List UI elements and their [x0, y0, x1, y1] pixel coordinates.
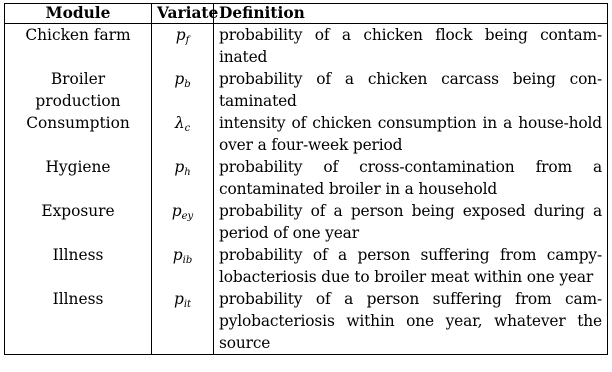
variate-cell: [152, 68, 214, 112]
variate-symbol: [174, 70, 190, 88]
module-cell: Illness: [5, 288, 152, 355]
header-definition: Definition: [214, 4, 608, 24]
definition-cell: [214, 24, 608, 69]
table-row: [5, 288, 608, 355]
variate-subscript: ib: [182, 255, 193, 266]
table-row: [5, 68, 608, 112]
variate-cell: [152, 156, 214, 200]
variate-symbol: [173, 246, 192, 264]
variate-subscript: h: [184, 167, 191, 178]
variate-subscript: f: [185, 35, 190, 46]
module-cell: Chicken farm: [5, 24, 152, 69]
definition-text: probability of a person suffering from cam-pylobacteriosis within one year, whatever the source: [219, 290, 602, 352]
variate-cell: [152, 112, 214, 156]
header-variate: Variate: [152, 4, 214, 24]
variate-cell: [152, 24, 214, 69]
variate-cell: [152, 288, 214, 355]
variate-base: p: [174, 158, 185, 176]
variates-table: [4, 3, 608, 355]
variate-subscript: b: [184, 79, 191, 90]
variate-symbol: [174, 290, 191, 308]
definition-text: probability of cross-contamination from a contaminated broiler in a household: [219, 158, 602, 198]
definition-text: probability of a person suffering from campy-lobacteriosis due to broiler meat within one year: [219, 246, 602, 286]
variate-base: p: [172, 246, 183, 264]
definition-text: intensity of chicken consumption in a house-hold over a four-week period: [219, 114, 602, 154]
module-cell: Exposure: [5, 200, 152, 244]
table-body: [5, 24, 608, 355]
definition-cell: [214, 288, 608, 355]
table-row: [5, 156, 608, 200]
table-row: [5, 244, 608, 288]
definition-text: probability of a chicken carcass being con-taminated: [219, 70, 602, 110]
variate-base: p: [175, 26, 186, 44]
definition-cell: [214, 200, 608, 244]
variate-base: p: [174, 70, 185, 88]
definition-cell: [214, 244, 608, 288]
variate-cell: [152, 200, 214, 244]
module-cell: Hygiene: [5, 156, 152, 200]
module-cell: Broiler production: [5, 68, 152, 112]
module-cell: Illness: [5, 244, 152, 288]
definition-text: probability of a chicken flock being contam-inated: [219, 26, 602, 66]
module-cell: Consumption: [5, 112, 152, 156]
header-module: Module: [5, 4, 152, 24]
definition-cell: [214, 156, 608, 200]
table-header: [5, 4, 608, 24]
definition-text: probability of a person being exposed during a period of one year: [219, 202, 602, 242]
variate-base: λ: [174, 114, 185, 132]
definition-cell: [214, 68, 608, 112]
table-row: [5, 24, 608, 69]
header-row: [5, 4, 608, 24]
variate-subscript: c: [184, 123, 191, 134]
variate-base: p: [171, 202, 182, 220]
variate-base: p: [173, 290, 184, 308]
variate-symbol: [176, 26, 190, 44]
table-row: [5, 200, 608, 244]
table-row: [5, 112, 608, 156]
definition-cell: [214, 112, 608, 156]
variate-subscript: ey: [181, 211, 194, 222]
variate-symbol: [174, 158, 190, 176]
variate-cell: [152, 244, 214, 288]
variate-symbol: [172, 202, 193, 220]
variate-symbol: [175, 114, 190, 132]
variate-subscript: it: [183, 299, 192, 310]
